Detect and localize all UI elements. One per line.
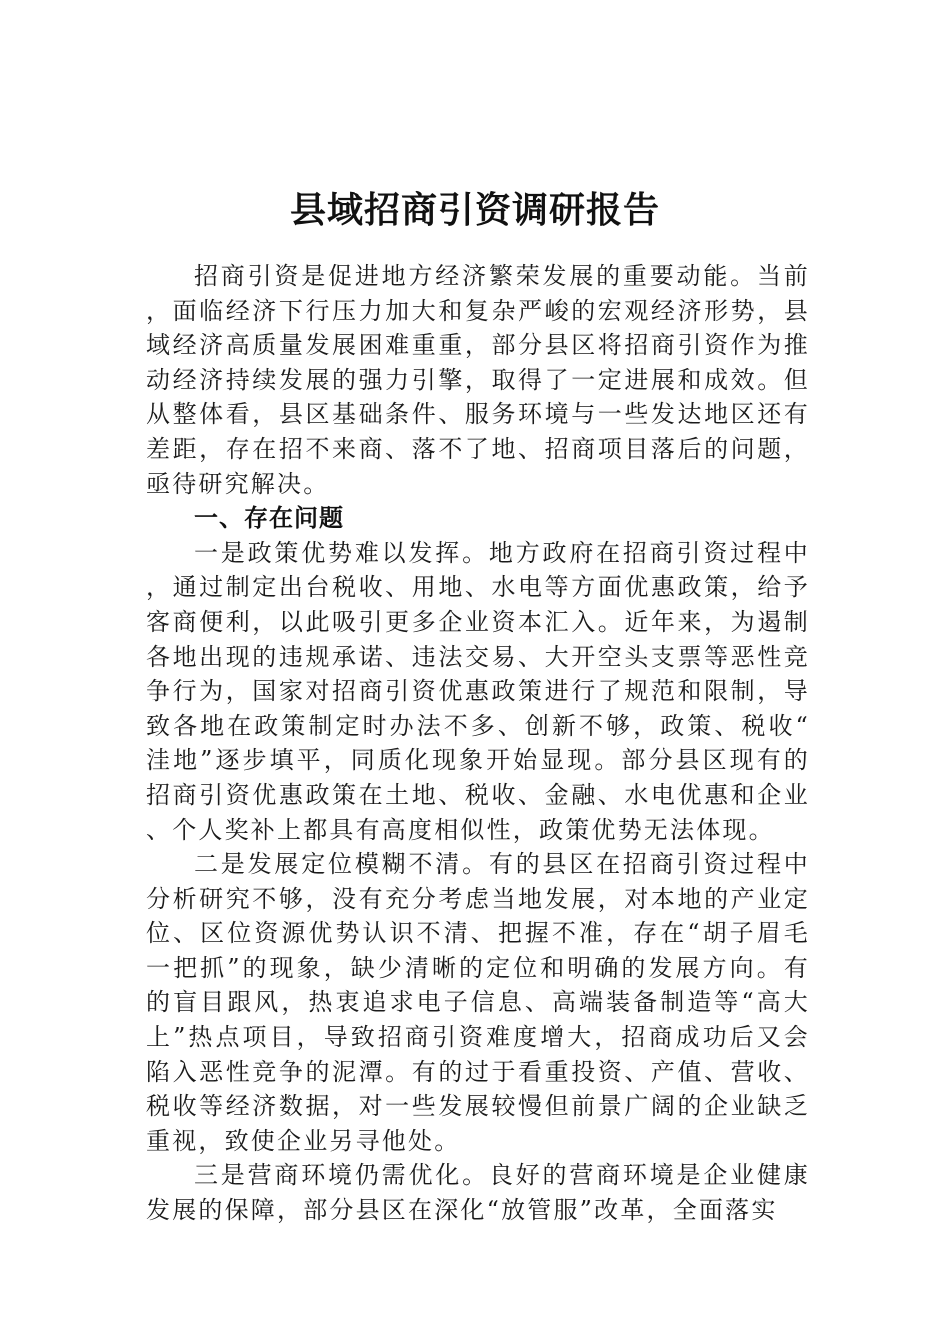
body-paragraph: 三是营商环境仍需优化。良好的营商环境是企业健康发展的保障，部分县区在深化“放管服”改革，全面落实 bbox=[146, 1161, 810, 1225]
document-title: 县域招商引资调研报告 bbox=[289, 189, 660, 232]
section-heading: 一、存在问题 bbox=[194, 504, 344, 533]
document-body bbox=[146, 259, 810, 1228]
intro-paragraph: 招商引资是促进地方经济繁荣发展的重要动能。当前，面临经济下行压力加大和复杂严峻的宏观经济形势，县域经济高质量发展困难重重，部分县区将招商引资作为推动经济持续发展的强力引擎，取得了一定进展和成效。但从整体看，县区基础条件、服务环境与一些发达地区还有差距，存在招不来商、落不了地、招商项目落后的问题，亟待研究解决。 bbox=[146, 262, 810, 498]
body-paragraph: 二是发展定位模糊不清。有的县区在招商引资过程中分析研究不够，没有充分考虑当地发展，对本地的产业定位、区位资源优势认识不清、把握不准，存在“胡子眉毛一把抓”的现象，缺少清晰的定位和明确的发展方向。有的盲目跟风，热衷追求电子信息、高端装备制造等“高大上”热点项目，导致招商引资难度增大，招商成功后又会陷入恶性竞争的泥潭。有的过于看重投资、产值、营收、税收等经济数据，对一些发展较慢但前景广阔的企业缺乏重视，致使企业另寻他处。 bbox=[146, 850, 810, 1155]
body-paragraph: 一是政策优势难以发挥。地方政府在招商引资过程中，通过制定出台税收、用地、水电等方面优惠政策，给予客商便利，以此吸引更多企业资本汇入。近年来，为遏制各地出现的违规承诺、违法交易、大开空头支票等恶性竞争行为，国家对招商引资优惠政策进行了规范和限制，导致各地在政策制定时办法不多、创新不够，政策、税收“洼地”逐步填平，同质化现象开始显现。部分县区现有的招商引资优惠政策在土地、税收、金融、水电优惠和企业、个人奖补上都具有高度相似性，政策优势无法体现。 bbox=[146, 538, 810, 844]
